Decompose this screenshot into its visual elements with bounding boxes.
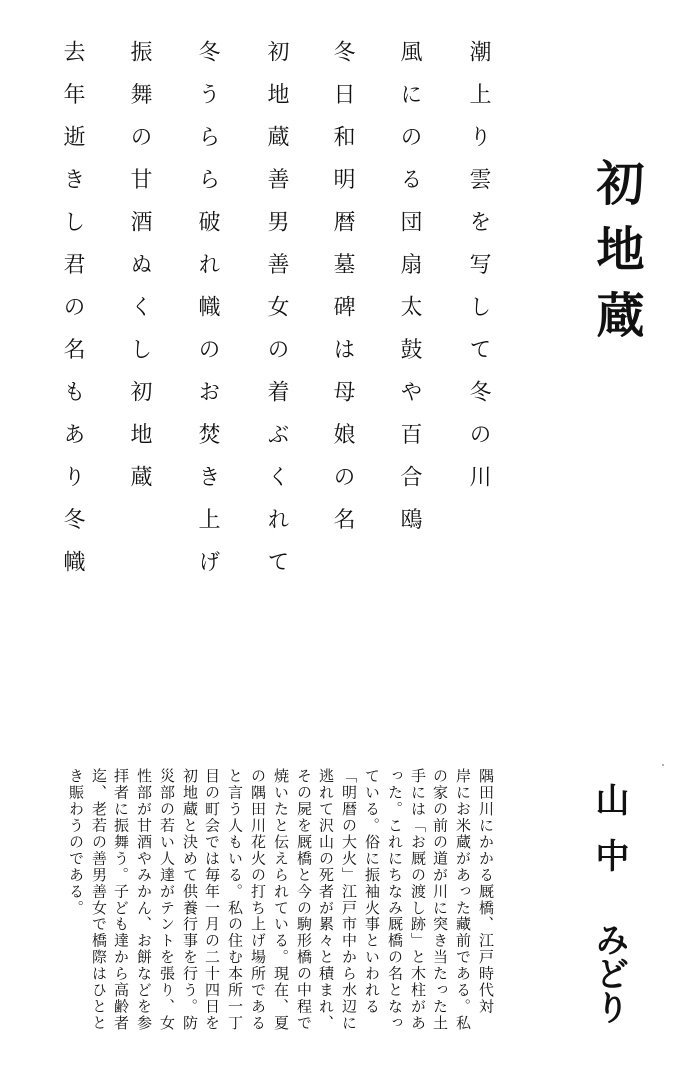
essay-line-15: 災部の若い人達がテントを張り、女 (158, 768, 176, 1032)
essay-line-5: った。これにちなみ厩橋の名となっ (386, 768, 404, 1032)
haiku-line-5: 冬うらら破れ幟のお焚き上げ (195, 40, 220, 593)
author-given-name: みどり (589, 922, 629, 1024)
essay-line-2: 岸にお米蔵があった藏前である。私 (454, 768, 472, 1032)
haiku-line-2: 風にのる団扇太鼓や百合鴎 (397, 40, 422, 550)
essay-line-13: 目の町会では毎年一月の二十四日を (203, 768, 221, 1032)
haiku-line-7: 去年逝きし君の名もあり冬幟 (60, 40, 85, 593)
essay-line-18: 迄、老若の善男善女で橋際はひとと (90, 768, 108, 1032)
essay-line-6: ている。俗に振袖火事といわれる (363, 768, 381, 1015)
essay-line-17: 拝者に振舞う。子ども達から高齢者 (112, 768, 130, 1032)
haiku-line-4: 初地蔵善男善女の着ぶくれて (264, 40, 289, 593)
essay-line-4: 手には「お厩の渡し跡」と木柱があ (409, 768, 427, 1032)
essay-line-1: 隅田川にかかる厩橋、江戸時代対 (477, 768, 495, 1015)
haiku-line-6: 振舞の甘酒ぬくし初地蔵 (127, 40, 152, 508)
essay-line-9: その屍を厩橋と今の駒形橋の中程で (295, 768, 313, 1032)
essay-line-3: の家の前の道が川に突き当たった土 (431, 768, 449, 1032)
author-name (589, 782, 629, 1024)
haiku-series-title: 初地蔵 (588, 158, 644, 356)
essay-line-7: 「明暦の大火」江戸市中から水辺に (340, 768, 358, 1032)
haiku-line-3: 冬日和明暦墓碑は母娘の名 (330, 40, 355, 550)
essay-line-10: 焼いたと伝えられている。現在、夏 (272, 768, 290, 1032)
essay-line-16: 性部が甘酒やみかん、お餅などを参 (135, 768, 153, 1032)
essay-line-12: と言う人もいる。私の住む本所一丁 (226, 768, 244, 1032)
essay-line-11: の隅田川花火の打ち上げ場所である (249, 768, 267, 1032)
essay-line-14: 初地蔵と決めて供養行事を行う。防 (181, 768, 199, 1032)
essay-line-8: 逃れて沢山の死者が累々と積まれ、 (317, 768, 335, 1032)
essay-line-19: き賑わうのである。 (67, 768, 85, 917)
author-surname: 山中 (589, 782, 629, 894)
print-speck (662, 764, 664, 766)
haiku-line-1: 潮上り雲を写して冬の川 (466, 40, 491, 508)
